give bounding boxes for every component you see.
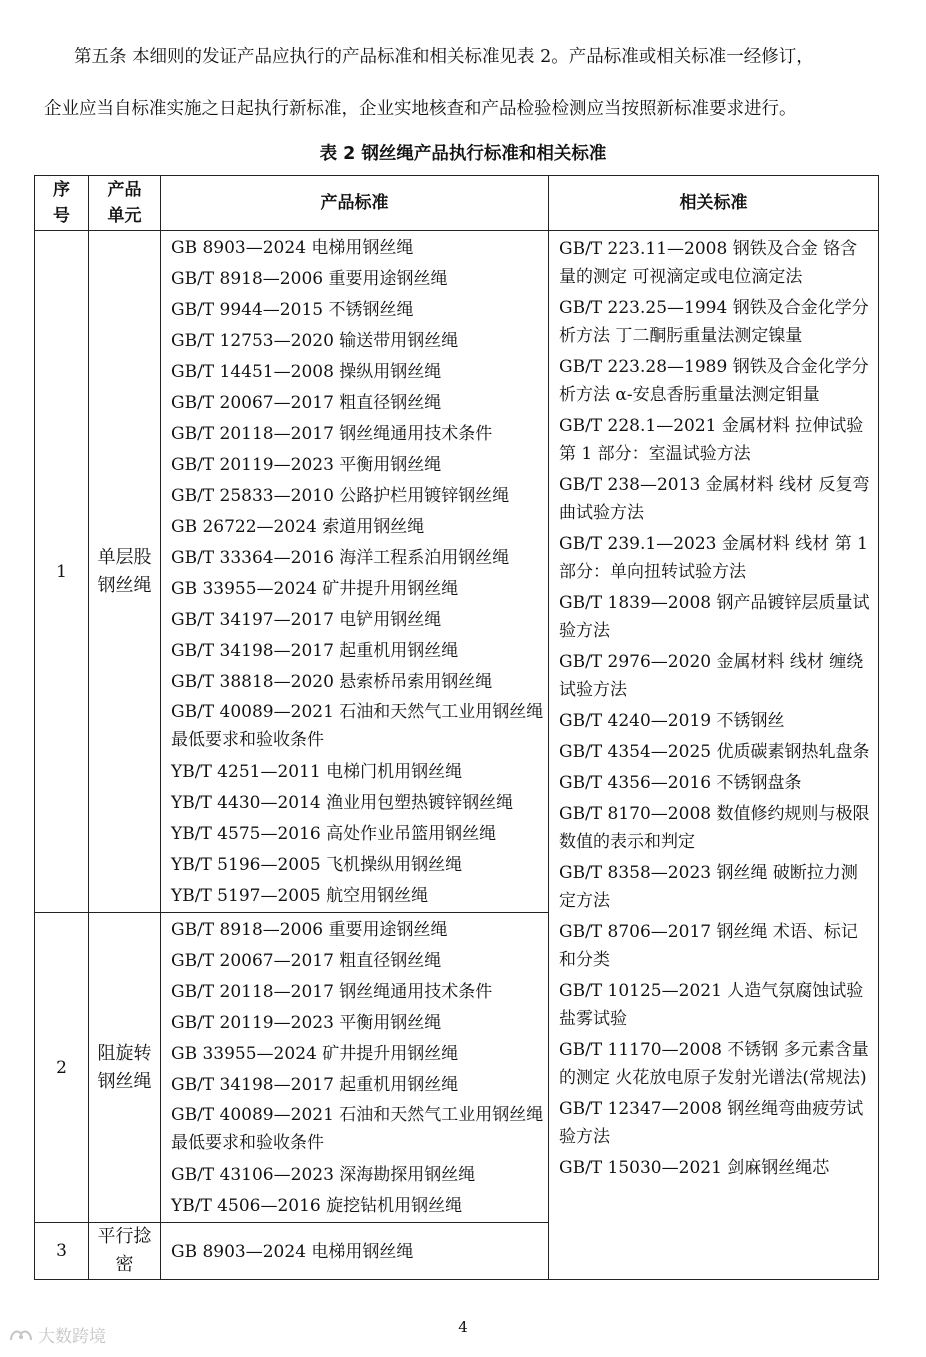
watermark-text: 大数跨境 [38,1327,106,1347]
related-standard-item: GB/T 11170—2008 不锈钢 多元素含量的测定 火花放电原子发射光谱法(常规法) [559,1040,869,1088]
product-standard-item: YB/T 5197—2005 航空用钢丝绳 [171,886,429,906]
product-standards-cell [161,231,549,913]
header-seq [35,176,89,231]
row-seq: 3 [35,1223,89,1280]
related-standard-item: GB/T 8358—2023 钢丝绳 破断拉力测定方法 [559,863,858,911]
product-standard-item: GB/T 14451—2008 操纵用钢丝绳 [171,362,442,382]
product-standard-item: GB/T 20118—2017 钢丝绳通用技术条件 [171,424,493,444]
table-row [35,231,879,913]
product-standard-item: GB/T 20067—2017 粗直径钢丝绳 [171,393,442,413]
related-standard-item: GB/T 4240—2019 不锈钢丝 [559,711,785,731]
page-number: 4 [458,1318,468,1336]
row-seq: 2 [35,913,89,1223]
product-standard-item: GB/T 8918—2006 重要用途钢丝绳 [171,920,448,940]
related-standard-item: GB/T 10125—2021 人造气氛腐蚀试验 盐雾试验 [559,981,864,1029]
header-product-standard: 产品标准 [161,176,549,231]
related-standard-item: GB/T 223.28—1989 钢铁及合金化学分析方法 α-安息香肟重量法测定钼量 [559,357,869,405]
header-unit-line2: 单元 [107,206,142,226]
product-standard-item: GB/T 33364—2016 海洋工程系泊用钢丝绳 [171,548,510,568]
row-unit: 阻旋转钢丝绳 [89,913,161,1223]
header-seq-line2: 号 [53,206,70,226]
table-caption: 表 2 钢丝绳产品执行标准和相关标准 [319,144,607,164]
product-standard-item: GB/T 20067—2017 粗直径钢丝绳 [171,951,442,971]
watermark-logo-icon [8,1326,34,1344]
product-standard-item: GB 8903—2024 电梯用钢丝绳 [171,238,414,258]
product-standard-item: GB/T 12753—2020 输送带用钢丝绳 [171,331,459,351]
product-standard-item: YB/T 4575—2016 高处作业吊篮用钢丝绳 [171,824,497,844]
product-standard-item: GB/T 25833—2010 公路护栏用镀锌钢丝绳 [171,486,510,506]
product-standard-item: GB/T 40089—2021 石油和天然气工业用钢丝绳最低要求和验收条件 [171,702,544,750]
product-standard-item: GB/T 20119—2023 平衡用钢丝绳 [171,1013,442,1033]
related-standard-item: GB/T 228.1—2021 金属材料 拉伸试验 第 1 部分：室温试验方法 [559,416,864,464]
product-standard-item: GB/T 20118—2017 钢丝绳通用技术条件 [171,982,493,1002]
related-standard-item: GB/T 239.1—2023 金属材料 线材 第 1 部分：单向扭转试验方法 [559,534,868,582]
row-unit: 平行捻密 [89,1223,161,1280]
related-standard-item: GB/T 238—2013 金属材料 线材 反复弯曲试验方法 [559,475,870,523]
table-header-row [35,176,879,231]
related-standard-item: GB/T 8170—2008 数值修约规则与极限数值的表示和判定 [559,804,870,852]
related-standard-item: GB/T 4354—2025 优质碳素钢热轧盘条 [559,742,870,762]
related-standard-item: GB/T 1839—2008 钢产品镀锌层质量试验方法 [559,593,870,641]
related-standard-item: GB/T 8706—2017 钢丝绳 术语、标记和分类 [559,922,858,970]
related-standards-cell [549,231,879,1280]
intro-paragraph-1: 第五条 本细则的发证产品应执行的产品标准和相关标准见表 2。产品标准或相关标准一经修订， [74,47,814,67]
product-standard-item: GB/T 43106—2023 深海勘探用钢丝绳 [171,1165,476,1185]
product-standard-item: YB/T 4430—2014 渔业用包塑热镀锌钢丝绳 [171,793,514,813]
related-standard-item: GB/T 223.11—2008 钢铁及合金 铬含量的测定 可视滴定或电位滴定法 [559,239,858,287]
product-standard-item: GB/T 34198—2017 起重机用钢丝绳 [171,641,459,661]
product-standard-item: GB 33955—2024 矿井提升用钢丝绳 [171,579,459,599]
product-standard-item: GB 26722—2024 索道用钢丝绳 [171,517,425,537]
product-standard-item: GB/T 38818—2020 悬索桥吊索用钢丝绳 [171,672,493,692]
related-standard-item: GB/T 2976—2020 金属材料 线材 缠绕试验方法 [559,652,864,700]
header-seq-line1: 序 [53,180,70,200]
standards-table [34,175,879,1280]
watermark [8,1322,106,1347]
product-standard-item: GB/T 9944—2015 不锈钢丝绳 [171,300,414,320]
product-standard-item: YB/T 5196—2005 飞机操纵用钢丝绳 [171,855,463,875]
product-standard-item: GB/T 40089—2021 石油和天然气工业用钢丝绳最低要求和验收条件 [171,1105,544,1153]
header-unit [89,176,161,231]
product-standard-item: GB 33955—2024 矿井提升用钢丝绳 [171,1044,459,1064]
product-standard-item: GB/T 34198—2017 起重机用钢丝绳 [171,1075,459,1095]
product-standard-item: GB/T 34197—2017 电铲用钢丝绳 [171,610,442,630]
related-standard-item: GB/T 4356—2016 不锈钢盘条 [559,773,802,793]
intro-paragraph-2: 企业应当自标准实施之日起执行新标准，企业实地核查和产品检验检测应当按照新标准要求进行。 [44,99,797,119]
row-seq: 1 [35,231,89,913]
product-standard-item: YB/T 4251—2011 电梯门机用钢丝绳 [171,762,463,782]
product-standards-cell [161,913,549,1223]
product-standard-item: YB/T 4506—2016 旋挖钻机用钢丝绳 [171,1196,463,1216]
product-standard-item: GB/T 20119—2023 平衡用钢丝绳 [171,455,442,475]
related-standard-item: GB/T 12347—2008 钢丝绳弯曲疲劳试验方法 [559,1099,864,1147]
product-standards-cell [161,1223,549,1280]
related-standard-item: GB/T 223.25—1994 钢铁及合金化学分析方法 丁二酮肟重量法测定镍量 [559,298,869,346]
related-standard-item: GB/T 15030—2021 剑麻钢丝绳芯 [559,1158,830,1178]
header-related-standard: 相关标准 [549,176,879,231]
product-standard-item: GB 8903—2024 电梯用钢丝绳 [171,1241,414,1262]
row-unit: 单层股钢丝绳 [89,231,161,913]
product-standard-item: GB/T 8918—2006 重要用途钢丝绳 [171,269,448,289]
header-unit-line1: 产品 [107,180,142,200]
